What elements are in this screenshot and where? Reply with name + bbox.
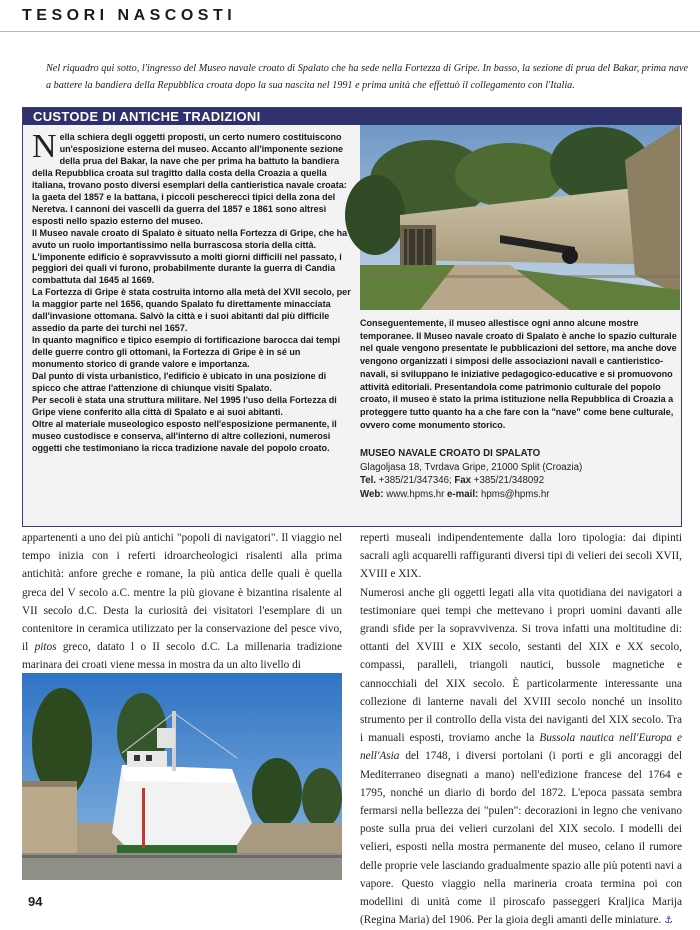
ship-photo-illustration xyxy=(22,673,342,880)
bakar-bow-photo xyxy=(22,673,342,880)
box-title: CUSTODE DI ANTICHE TRADIZIONI xyxy=(33,109,261,124)
box-paragraph-4: In quanto magnifico e tipico esempio di fortificazione barocca dai tempi delle guerre contro gli ottomani, la Fortezza di Gripe è in sé un monumento storico di grande valore e importanza. xyxy=(32,335,341,370)
box-paragraph-5: Dal punto di vista urbanistico, l'edificio è ubicato in una posizione di spicco che attrae l'attenzione di chiunque visiti Spalato. xyxy=(32,371,327,394)
tel-label: Tel. xyxy=(360,475,376,487)
box-paragraph-2: Il Museo navale croato di Spalato è situato nella Fortezza di Gripe, che ha avuto un ruolo importantissimo nella burrascosa storia della città. L'imponente edificio è sopravvissuto a molti giorni difficili nel passato, i peggiori dei quali vi furono, probabilmente durante la guerra di Candia combattuta dal 1645 al 1669. xyxy=(32,227,348,286)
museum-web-line xyxy=(360,488,678,502)
box-title-bar xyxy=(23,108,681,125)
box-paragraph-1 xyxy=(32,128,352,228)
box-paragraph-3: La Fortezza di Gripe è stata costruita intorno alla metà del XVII secolo, per la maggior parte nel 1656, quando Spalato fu direttamente minacciata dall'invasione ottomana. Salvò la città e i suoi abitanti dal più difficile assedio da parte dei turchi nel 1657. xyxy=(32,287,351,334)
web-value: www.hpms.hr xyxy=(386,488,445,500)
box-paragraph-6: Per secoli è stata una struttura militare. Nel 1995 l'uso della Fortezza di Gripe viene conferito alla città di Spalato e ai suoi abitanti. xyxy=(32,394,337,417)
web-label: Web: xyxy=(360,488,384,500)
header-divider xyxy=(0,31,700,32)
fax-value: +385/21/348092 xyxy=(473,475,545,487)
email-label: e-mail: xyxy=(447,488,479,500)
drop-cap: N xyxy=(32,128,57,165)
article-right-paragraph-1: reperti museali indipendentemente dalla loro tipologia: dai dipinti sacrali agli acquarelli raffiguranti diversi tipi di velieri dei secoli XVII, XVIII e XIX. xyxy=(360,532,682,581)
fax-label: Fax xyxy=(454,475,472,487)
email-value: hpms@hpms.hr xyxy=(480,488,550,500)
museum-address: Glagoljasa 18, Tvrdava Gripe, 21000 Split (Croazia) xyxy=(360,461,583,473)
article-left-emphasis: pitos xyxy=(34,641,57,654)
section-header: TESORI NASCOSTI xyxy=(22,7,237,24)
tel-value: +385/21/347346; xyxy=(378,475,452,487)
article-right-paragraph-2 xyxy=(360,584,682,930)
article-column-right xyxy=(360,529,682,930)
page-number: 94 xyxy=(28,894,43,909)
photo-caption: Nel riquadro qui sotto, l'ingresso del Museo navale croato di Spalato che ha sede nella Fortezza di Gripe. In basso, la sezione di prua del Bakar, prima nave a battere la bandiera della Repubblica croata dopo la sua nascita nel 1991 e prima unità che effettuò il collegamento con l'Italia. xyxy=(46,63,688,91)
article-right-text-a: Numerosi anche gli oggetti legati alla vita quotidiana dei navigatori a testimoniare quei tempi che mettevano i propri uomini davanti alle grandi sfide per la sopravvivenza. Si trova infatti una moltitudine di: ottanti del XVIII e XIX secolo, sestanti del XIX e XX secolo, compassi, paralleli, triangoli nautici, bussole magnetiche e cannocchiali del XIX secolo. È particolarmente interessante una collezione di lanterne navali del XVIII secolo nonché un insolito strumento per il controllo della vista dei naviganti del XIX secolo. Tra i manuali esposti, troviamo anche la xyxy=(360,586,682,745)
fortress-entrance-photo xyxy=(360,125,680,310)
article-left-text-b: greco, datato l o II secolo d.C. La millenaria tradizione marinara dei croati viene messa in mostra da un alto livello di xyxy=(22,641,343,672)
article-column-left xyxy=(22,529,342,675)
museum-phone-line xyxy=(360,474,678,488)
fortress-photo-illustration xyxy=(360,125,680,310)
article-right-emphasis: Bussola nautica nell'Europa e nell'Asia xyxy=(360,732,683,763)
museum-name: MUSEO NAVALE CROATO DI SPALATO xyxy=(360,448,541,459)
box-paragraph-1-text: ella schiera degli oggetti proposti, un certo numero costituiscono un'esposizione esterna del museo. Accanto all'imponente sezione della prua del Bakar, la nave che per prima ha battuto la bandiera della Repubblica croata sul tragitto dalla costa della Croazia a quella italiana, trovano posto diversi esemplari della cantieristica navale croata: la gaeta del 1857 e la battana, i piccoli pescherecci tipici della zona del Neretva. I cannoni dei vascelli da guerra del 1857 e 1861 sono altresì esposti nello spazio esterno del museo. xyxy=(32,132,347,226)
box-paragraph-7: Oltre al materiale museologico esposto nell'esposizione permanente, il museo custodisce e conserva, all'interno di altre collezioni, numerosi oggetti che testimoniano la ricca tradizione navale del popolo croato. xyxy=(32,418,337,453)
article-right-text-b: del 1748, i diversi portolani (i porti e gli ancoraggi del Mediterraneo disegnati a mano) nell'edizione francese del 1764 e 1795, nonché un diario di bordo del 1872. L'epoca passata sembra fermarsi nella bellezza dei "pulen": decorazioni in legno che venivano poste sulla prua dei velieri curzolani del XIX secolo. I modelli dei velieri, esposti nella mostra permanente del museo, celano il rumore delle proprie vele lasciando gradualmente spazio alle più potenti navi a vapore. Questo viaggio nella marineria croata termina poi con modellini di unità come il piroscafo passeggeri Kraljica Marija (Regina Maria) del 1906. Per la gioia degli amanti delle miniature. xyxy=(360,750,682,927)
museum-contact xyxy=(360,447,678,501)
box-text-left xyxy=(32,128,352,455)
sidebar-box xyxy=(22,107,682,527)
anchor-icon: ⚓ xyxy=(663,915,673,927)
article-left-text-a: appartenenti a uno dei più antichi "popoli di navigatori". Il viaggio nel tempo inizia con i referti idroarcheologici risalenti alla prima antichità: anfore greche e romane, la più antica delle quali è quella greca del V secolo a.C. mentre la più giovane è bizantina risalente al VII secolo d.C. Desta la curiosità dei visitatori l'esemplare di un contenitore in ceramica utilizzato per la conservazione del pesce vivo, il xyxy=(22,532,342,654)
box-text-right: Conseguentemente, il museo allestisce ogni anno alcune mostre temporanee. Il Museo navale croato di Spalato è anche lo spazio culturale nel quale vengono presentate le pubblicazioni del settore, ma anche dove vengono organizzati i simposi delle associazioni navali e cantieristico-navali, si sviluppano le iniziative pedagogico-educative e si promuovono attività editoriali. Presentandola come patrimonio culturale del popolo croato, il museo è stato la prima istituzione nella Repubblica di Croazia a proteggere tutto quanto ha a che fare con la "nave" come bene culturale, ovvero come monumento storico. xyxy=(360,318,677,430)
